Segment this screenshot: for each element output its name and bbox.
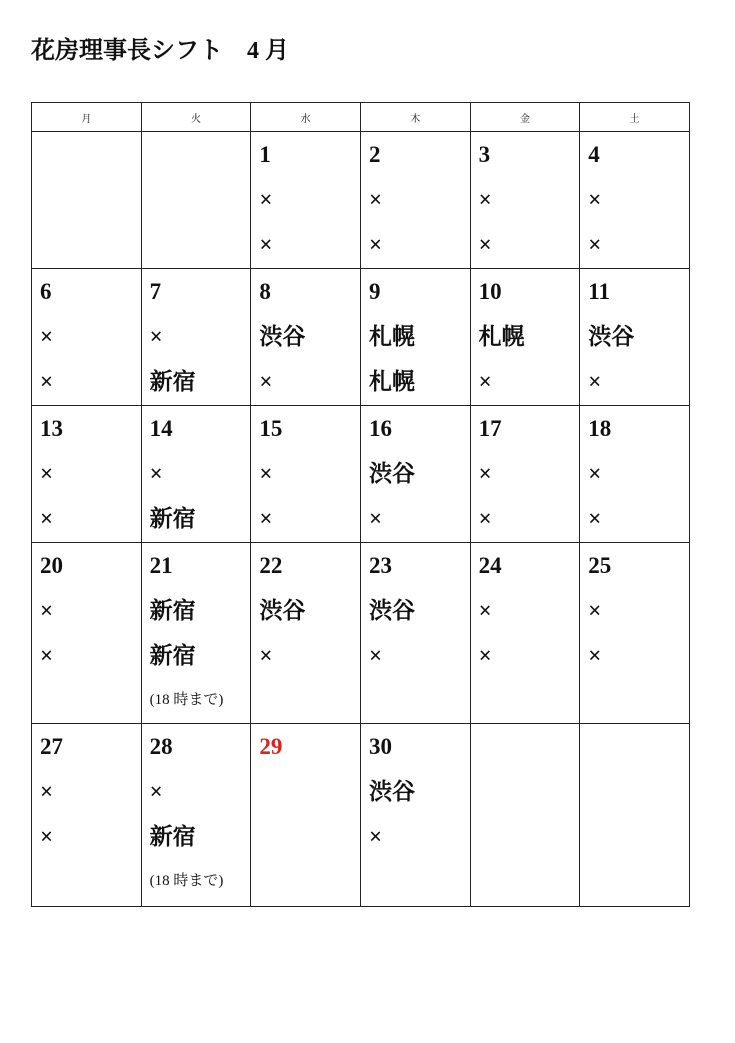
day-number: 15 — [259, 416, 283, 441]
shift-entry: × — [478, 598, 492, 623]
shift-entry: 新宿 — [149, 506, 196, 531]
shift-entry: × — [40, 369, 54, 394]
day-number: 9 — [368, 279, 381, 304]
day-cell — [32, 543, 142, 724]
shift-entry: 渋谷 — [368, 598, 415, 623]
shift-entry: × — [478, 506, 492, 531]
day-cell — [32, 724, 142, 907]
shift-entry: × — [259, 187, 273, 212]
shift-entry: × — [368, 232, 383, 257]
day-cell — [141, 724, 251, 907]
shift-entry: × — [40, 598, 54, 623]
day-cell — [360, 406, 470, 543]
shift-entry: 札幌 — [368, 324, 415, 349]
day-number: 17 — [478, 416, 502, 441]
weekday-header-tue: 火 — [141, 103, 251, 132]
day-cell — [251, 543, 361, 724]
shift-entry: × — [40, 643, 54, 668]
day-number: 10 — [478, 279, 502, 304]
shift-entry: × — [259, 232, 273, 257]
shift-note: (18 時まで) — [149, 692, 224, 708]
shift-entry: 札幌 — [368, 369, 415, 394]
shift-entry: 渋谷 — [588, 324, 635, 349]
day-number: 21 — [149, 553, 173, 578]
day-number: 14 — [149, 416, 173, 441]
day-number: 25 — [588, 553, 612, 578]
shift-entry: × — [40, 324, 54, 349]
week-row — [32, 132, 690, 269]
page-title: 花房理事長シフト 4 月 — [31, 38, 289, 64]
shift-entry: × — [259, 461, 273, 486]
shift-entry: × — [588, 461, 602, 486]
day-number: 18 — [588, 416, 612, 441]
day-number-highlighted: 29 — [259, 734, 283, 759]
weekday-header-mon: 月 — [32, 103, 142, 132]
shift-entry: 新宿 — [149, 598, 196, 623]
empty-day-cell — [141, 132, 251, 269]
shift-entry: × — [478, 232, 492, 257]
shift-entry: × — [40, 461, 54, 486]
shift-entry: × — [478, 187, 492, 212]
shift-entry: × — [588, 643, 602, 668]
day-number: 13 — [40, 416, 63, 441]
day-cell — [32, 406, 142, 543]
day-cell — [470, 543, 580, 724]
shift-entry: × — [40, 824, 54, 849]
day-number: 22 — [259, 553, 283, 578]
shift-entry: × — [478, 461, 492, 486]
empty-day-cell — [580, 724, 690, 907]
shift-entry: 札幌 — [478, 324, 525, 349]
day-cell — [360, 269, 470, 406]
week-row — [32, 406, 690, 543]
shift-entry: × — [588, 232, 602, 257]
shift-entry: × — [478, 643, 492, 668]
day-number: 11 — [588, 279, 611, 304]
day-number: 24 — [478, 553, 502, 578]
day-cell — [141, 406, 251, 543]
day-cell — [360, 724, 470, 907]
shift-entry: × — [40, 779, 54, 804]
day-number: 1 — [259, 142, 271, 167]
shift-entry: × — [368, 187, 383, 212]
empty-day-cell — [32, 132, 142, 269]
day-cell — [360, 543, 470, 724]
shift-entry: × — [149, 461, 163, 486]
shift-entry: 新宿 — [149, 643, 196, 668]
day-cell — [470, 132, 580, 269]
day-cell — [141, 269, 251, 406]
shift-entry: × — [588, 187, 602, 212]
day-number: 6 — [40, 279, 52, 304]
day-number: 7 — [149, 279, 162, 304]
shift-entry: × — [368, 506, 383, 531]
weekday-header-row — [32, 103, 690, 132]
day-cell — [580, 269, 690, 406]
shift-entry: × — [259, 369, 273, 394]
day-cell — [470, 269, 580, 406]
day-number: 8 — [259, 279, 271, 304]
shift-note: (18 時まで) — [149, 873, 224, 889]
shift-entry: × — [259, 643, 273, 668]
shift-entry: × — [259, 506, 273, 531]
weekday-header-thu: 木 — [360, 103, 470, 132]
empty-day-cell — [470, 724, 580, 907]
week-row — [32, 724, 690, 907]
day-cell — [141, 543, 251, 724]
day-cell — [251, 132, 361, 269]
day-number: 2 — [368, 142, 381, 167]
day-number: 28 — [149, 734, 173, 759]
shift-entry: 新宿 — [149, 824, 196, 849]
shift-entry: 渋谷 — [259, 324, 306, 349]
day-number: 20 — [40, 553, 63, 578]
day-cell — [580, 543, 690, 724]
day-cell — [251, 269, 361, 406]
weekday-header-sat: 土 — [580, 103, 690, 132]
week-row — [32, 543, 690, 724]
weekday-header-fri: 金 — [470, 103, 580, 132]
day-cell — [580, 406, 690, 543]
shift-entry: 渋谷 — [368, 779, 415, 804]
day-number: 4 — [588, 142, 600, 167]
day-number: 3 — [478, 142, 491, 167]
shift-entry: 渋谷 — [368, 461, 415, 486]
shift-entry: × — [368, 643, 383, 668]
shift-entry: × — [368, 824, 383, 849]
day-number: 23 — [368, 553, 392, 578]
day-cell — [251, 724, 361, 907]
shift-entry: × — [40, 506, 54, 531]
shift-entry: × — [478, 369, 492, 394]
week-row — [32, 269, 690, 406]
shift-entry: × — [149, 779, 163, 804]
shift-entry: 新宿 — [149, 369, 196, 394]
day-number: 27 — [40, 734, 63, 759]
day-cell — [360, 132, 470, 269]
weekday-header-wed: 水 — [251, 103, 361, 132]
shift-entry: × — [588, 598, 602, 623]
day-cell — [32, 269, 142, 406]
shift-entry: × — [588, 506, 602, 531]
day-number: 30 — [368, 734, 392, 759]
day-cell — [251, 406, 361, 543]
day-cell — [470, 406, 580, 543]
shift-calendar — [31, 102, 690, 907]
day-number: 16 — [368, 416, 392, 441]
shift-entry: 渋谷 — [259, 598, 306, 623]
shift-entry: × — [149, 324, 163, 349]
shift-entry: × — [588, 369, 602, 394]
day-cell — [580, 132, 690, 269]
